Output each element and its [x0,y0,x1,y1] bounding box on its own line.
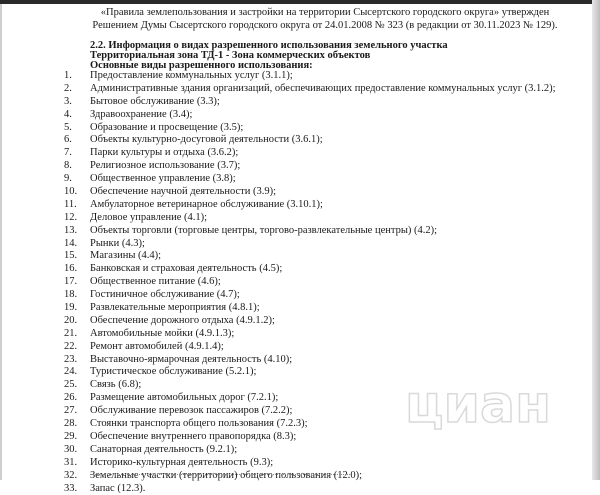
list-item-text: Магазины (4.4); [90,250,161,263]
list-item-text: Санаторная деятельность (9.2.1); [90,444,237,457]
list-item-number: 6. [64,134,88,147]
zone-title: Территориальная зона ТД-1 - Зона коммерческих объектов [90,49,370,62]
list-item-text: Общественное управление (3.8); [90,173,236,186]
list-item-text: Ремонт автомобилей (4.9.1.4); [90,341,224,354]
list-item [0,109,590,122]
list-item [0,276,590,289]
list-item [0,225,590,238]
list-item [0,134,590,147]
list-item [0,418,590,431]
list-item-text: Амбулаторное ветеринарное обслуживание (3.10.1); [90,199,323,212]
list-item-number: 22. [64,341,88,354]
list-item [0,70,590,83]
list-item-number: 9. [64,173,88,186]
list-item-number: 13. [64,225,88,238]
list-item-text: Выставочно-ярмарочная деятельность (4.10); [90,354,292,367]
list-item [0,431,590,444]
list-item-text: Гостиничное обслуживание (4.7); [90,289,240,302]
list-item-number: 3. [64,96,88,109]
list-item [0,315,590,328]
list-item-text: Размещение автомобильных дорог (7.2.1); [90,392,278,405]
list-item-text: Здравоохранение (3.4); [90,109,192,122]
list-item [0,263,590,276]
list-item-number: 10. [64,186,88,199]
list-item-number: 18. [64,289,88,302]
list-item-number: 19. [64,302,88,315]
list-item-text: Образование и просвещение (3.5); [90,122,243,135]
list-item [0,83,590,96]
list-item-number: 21. [64,328,88,341]
list-item-number: 26. [64,392,88,405]
right-page-edge [592,0,600,480]
list-item-text: Объекты торговли (торговые центры, торгово-развлекательные центры) (4.2); [90,225,437,238]
list-item [0,457,590,470]
list-item-number: 25. [64,379,88,392]
list-item [0,444,590,457]
list-item-number: 16. [64,263,88,276]
list-item-text: Связь (6.8); [90,379,141,392]
list-item-text: Обеспечение дорожного отдыха (4.9.1.2); [90,315,275,328]
list-item-text: Бытовое обслуживание (3.3); [90,96,220,109]
list-item-text: Запас (12.3). [90,483,145,495]
list-item-text: Обслуживание перевозок пассажиров (7.2.2); [90,405,292,418]
list-item-number: 2. [64,83,88,96]
list-item-text: Деловое управление (4.1); [90,212,207,225]
list-item-number: 23. [64,354,88,367]
list-item-number: 31. [64,457,88,470]
list-item [0,238,590,251]
intro-line-2: Решением Думы Сысертского городского округа от 24.01.2008 № 323 (в редакции от 30.11.2023 № 129). [60,19,590,32]
list-item [0,289,590,302]
list-item-number: 20. [64,315,88,328]
intro-paragraph [60,6,590,32]
list-item-text: Банковская и страховая деятельность (4.5); [90,263,282,276]
list-item-text: Развлекательные мероприятия (4.8.1); [90,302,260,315]
list-item [0,250,590,263]
intro-line-1: «Правила землепользования и застройки на территории Сысертского городского округа» утвержден [60,6,590,19]
list-item-text: Объекты культурно-досуговой деятельности (3.6.1); [90,134,323,147]
list-item-number: 17. [64,276,88,289]
svg-text:циан: циан [405,375,551,435]
list-item [0,379,590,392]
list-item [0,160,590,173]
list-item [0,392,590,405]
list-item-text: Рынки (4.3); [90,238,145,251]
bottom-cut-line [90,474,350,485]
list-item-number: 15. [64,250,88,263]
list-item [0,328,590,341]
list-item-text: Историко-культурная деятельность (9.3); [90,457,273,470]
list-item [0,354,590,367]
list-item-text: Земельные участки (территории) общего пользования (12.0); [90,470,362,483]
list-item-text: Автомобильные мойки (4.9.1.3); [90,328,234,341]
list-item [0,122,590,135]
top-border-line [0,0,600,4]
permitted-uses-list [0,70,590,495]
list-item-text: Предоставление коммунальных услуг (3.1.1); [90,70,293,83]
list-item-text: Обеспечение внутреннего правопорядка (8.3); [90,431,296,444]
list-item [0,173,590,186]
list-heading: Основные виды разрешенного использования: [90,59,313,72]
list-item-number: 7. [64,147,88,160]
list-item [0,366,590,379]
list-item [0,186,590,199]
list-item-number: 27. [64,405,88,418]
list-item-number: 4. [64,109,88,122]
list-item-text: Парки культуры и отдыха (3.6.2); [90,147,238,160]
list-item-number: 28. [64,418,88,431]
list-item-text: Туристическое обслуживание (5.2.1); [90,366,256,379]
list-item-number: 24. [64,366,88,379]
list-item-number: 12. [64,212,88,225]
list-item-number: 29. [64,431,88,444]
list-item [0,405,590,418]
list-item-text: Обеспечение научной деятельности (3.9); [90,186,276,199]
list-item-text: Религиозное использование (3.7); [90,160,240,173]
list-item [0,96,590,109]
list-item-text: Административные здания организаций, обеспечивающих предоставление коммунальных услуг (3.1.2); [90,83,556,96]
list-item [0,199,590,212]
list-item-number: 30. [64,444,88,457]
list-item-number: 1. [64,70,88,83]
list-item-number: 5. [64,122,88,135]
section-title: 2.2. Информация о видах разрешенного использования земельного участка [90,39,448,52]
list-item-text: Стоянки транспорта общего пользования (7.2.3); [90,418,308,431]
list-item-number: 32. [64,470,88,483]
list-item-number: 33. [64,483,88,495]
list-item [0,147,590,160]
list-item-number: 14. [64,238,88,251]
list-item-number: 11. [64,199,88,212]
list-item [0,302,590,315]
list-item [0,212,590,225]
list-item-text: Общественное питание (4.6); [90,276,221,289]
list-item-number: 8. [64,160,88,173]
list-item [0,341,590,354]
